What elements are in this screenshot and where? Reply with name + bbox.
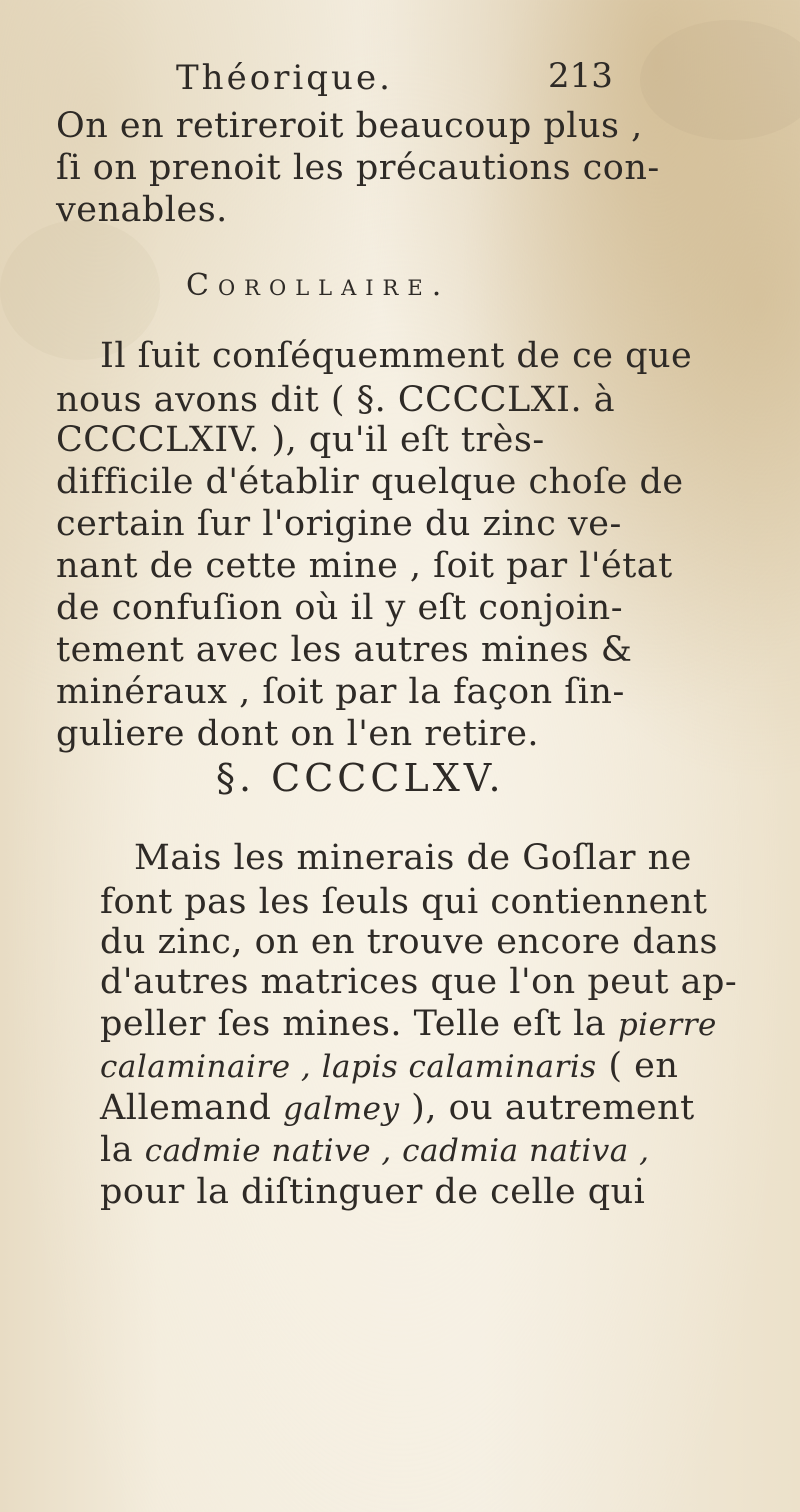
text-segment: la	[100, 1130, 134, 1170]
text-line: Mais les minerais de Goſlar ne	[134, 838, 692, 878]
text-line	[100, 1004, 717, 1045]
italic-term: pierre	[617, 1007, 717, 1043]
text-line: CCCCLXIV. ), qu'il eſt très-	[56, 420, 545, 460]
text-line	[100, 1088, 695, 1129]
text-line: du zinc, on en trouve encore dans	[100, 922, 719, 962]
text-line	[100, 1130, 650, 1171]
text-segment: ( en	[608, 1046, 679, 1086]
text-line: guliere dont on l'en retire.	[56, 714, 540, 754]
text-segment: ), ou autrement	[411, 1088, 695, 1128]
text-line: ſi on prenoit les précautions con-	[56, 148, 660, 188]
section-heading: §. CCCCLXV.	[216, 756, 505, 800]
corollary-heading: Corollaire.	[186, 268, 451, 303]
running-header-title: Théorique.	[176, 58, 393, 98]
text-line: On en retireroit beaucoup plus ,	[56, 106, 643, 146]
text-line: tement avec les autres mines &	[56, 630, 633, 670]
text-line: difficile d'établir quelque choſe de	[56, 462, 684, 502]
text-line: d'autres matrices que l'on peut ap-	[100, 962, 738, 1002]
text-line: font pas les ſeuls qui contiennent	[100, 882, 708, 922]
text-line: Il ſuit conſéquemment de ce que	[100, 336, 693, 376]
text-line: venables.	[56, 190, 228, 230]
text-line: minéraux , ſoit par la façon ſin-	[56, 672, 625, 712]
page-number: 213	[548, 56, 613, 96]
text-line: nant de cette mine , ſoit par l'état	[56, 546, 673, 586]
text-line: de confuſion où il y eſt conjoin-	[56, 588, 624, 628]
text-line: pour la diſtinguer de celle qui	[100, 1172, 646, 1212]
text-line: nous avons dit ( §. CCCCLXI. à	[56, 380, 616, 420]
italic-term: galmey	[283, 1091, 400, 1127]
text-line	[100, 1046, 678, 1087]
text-line: certain ſur l'origine du zinc ve-	[56, 504, 622, 544]
paper-stain	[640, 20, 800, 140]
text-segment: peller ſes mines. Telle eſt la	[100, 1004, 607, 1044]
italic-term: calaminaire , lapis calaminaris	[100, 1049, 597, 1085]
text-segment: Allemand	[100, 1088, 272, 1128]
italic-term: cadmie native , cadmia nativa ,	[144, 1133, 650, 1169]
